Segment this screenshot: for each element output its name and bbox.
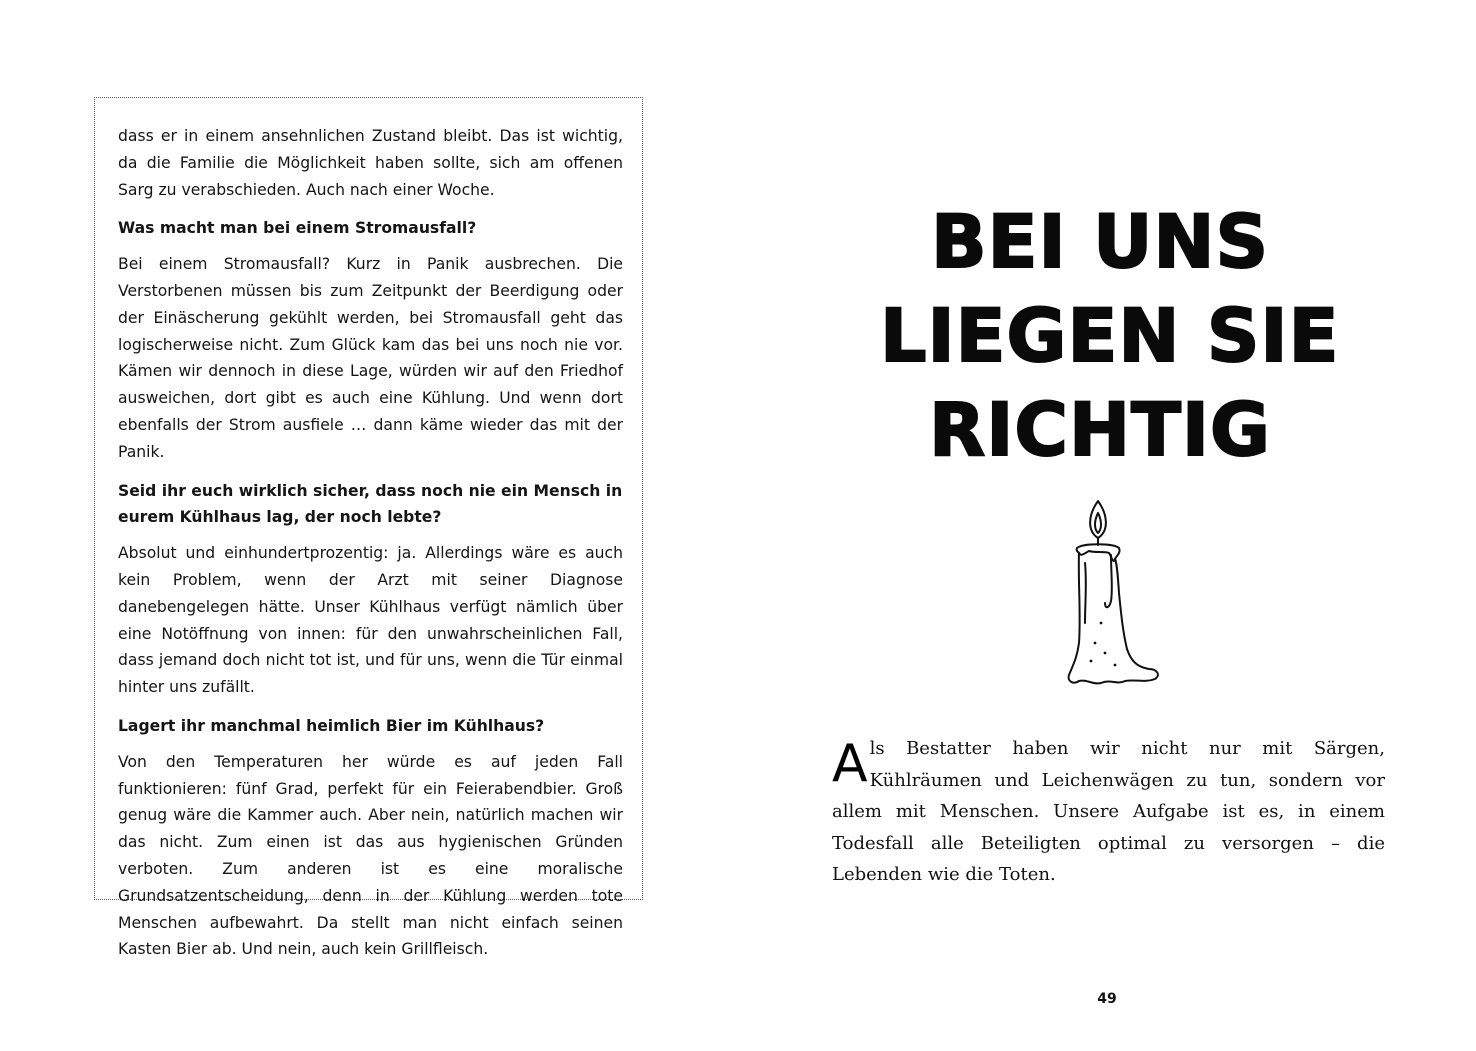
question-heading: Was macht man bei einem Stromausfall?	[118, 219, 477, 238]
candle-icon	[1065, 493, 1165, 693]
interview-text	[118, 123, 623, 975]
intro-paragraph	[832, 733, 1385, 891]
answer-paragraph: dass er in einem ansehnlichen Zustand bleibt. Das ist wichtig, da die Familie die Möglichkeit haben sollte, sich am offenen Sarg zu verabschieden. Auch nach einer Woche.	[118, 127, 623, 199]
answer-paragraph: Absolut und einhundertprozentig: ja. Allerdings wäre es auch kein Problem, wenn der Arzt mit seiner Diagnose danebengelegen hätte. Unser Kühlhaus verfügt nämlich über eine Notöffnung von innen: für den unwahrscheinlichen Fall, dass jemand doch nicht tot ist, und für uns, wenn die Tür einmal hinter uns zufällt.	[118, 544, 623, 697]
drop-cap: A	[832, 734, 868, 794]
answer-paragraph: Von den Temperaturen her würde es auf jeden Fall funktionieren: fünf Grad, perfekt für ein Feierabendbier. Groß genug wäre die Kammer auch. Aber nein, natürlich machen wir das nicht. Zum einen ist das aus hygienischen Gründen verboten. Zum anderen ist es eine moralische Grundsatzentscheidung, denn in der Kühlung werden tote Menschen aufbewahrt. Da stellt man nicht einfach seinen Kasten Bier ab. Und nein, auch kein Grillfleisch.	[118, 752, 623, 959]
headline-line-2: LIEGEN SIE	[880, 294, 1340, 379]
headline-line-3: RICHTIG	[929, 388, 1271, 473]
intro-text: ls Bestatter haben wir nicht nur mit Särgen, Kühlräumen und Leichenwägen zu tun, sondern vor allem mit Menschen. Unsere Aufgabe ist es, in einem Todesfall alle Beteiligten optimal zu versorgen – die Lebenden wie die Toten.	[832, 738, 1385, 885]
chapter-headline	[880, 196, 1340, 478]
answer-paragraph: Bei einem Stromausfall? Kurz in Panik ausbrechen. Die Verstorbenen müssen bis zum Zeitpunkt der Beerdigung oder der Einäscherung gekühlt werden, bei Stromausfall geht das logischerweise nicht. Zum Glück kam das bei uns noch nie vor. Kämen wir dennoch in diese Lage, würden wir auf den Friedhof ausweichen, dort gibt es auch eine Kühlung. Und wenn dort ebenfalls der Strom ausfiele … dann käme wieder das mit der Panik.	[118, 255, 623, 461]
page-number: 49	[1097, 991, 1117, 1007]
headline-line-1: BEI UNS	[930, 200, 1270, 285]
question-heading: Seid ihr euch wirklich sicher, dass noch nie ein Mensch in eurem Kühlhaus lag, der noch lebte?	[118, 481, 623, 527]
question-heading: Lagert ihr manchmal heimlich Bier im Kühlhaus?	[118, 716, 545, 735]
